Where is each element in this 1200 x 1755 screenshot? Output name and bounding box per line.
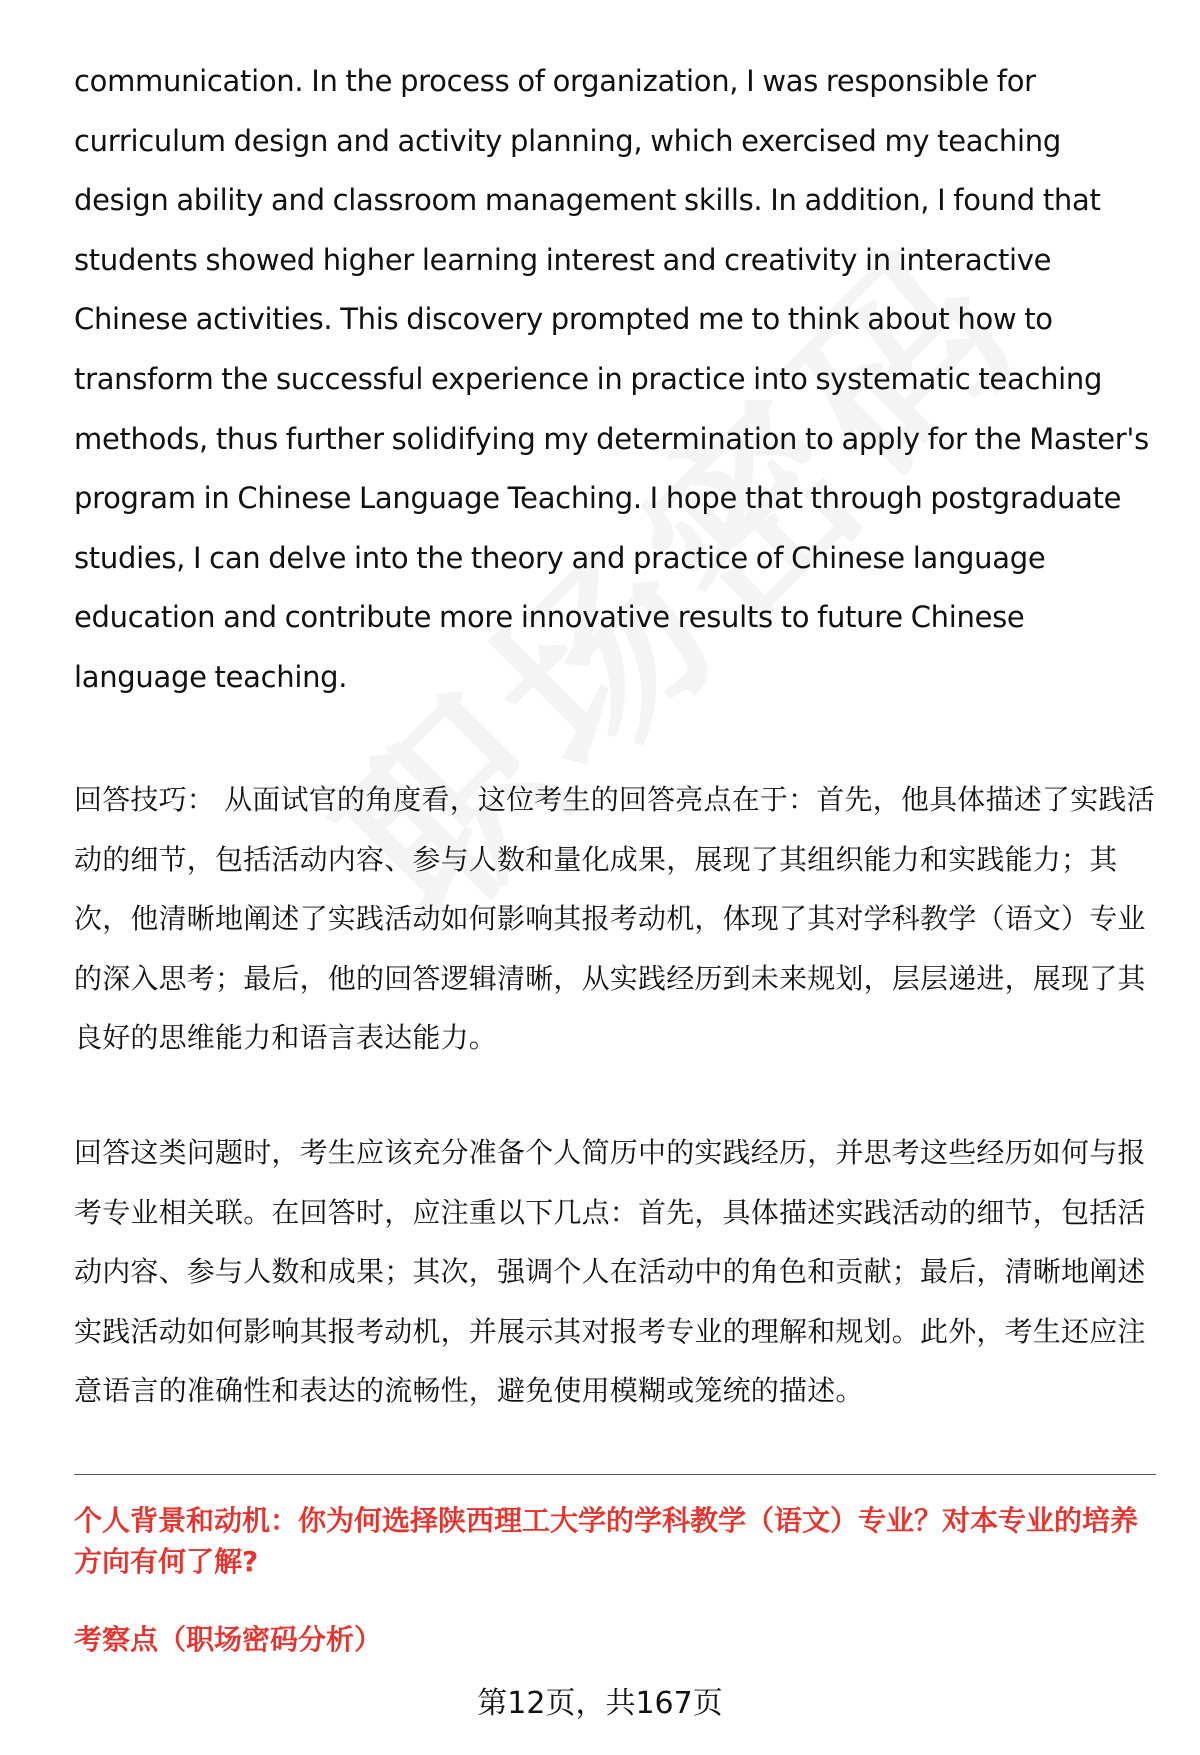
- page-number: 第12页，共167页: [477, 1686, 723, 1721]
- answer-tips-paragraph: 回答技巧： 从面试官的角度看，这位考生的回答亮点在于：首先，他具体描述了实践活动的细节，包括活动内容、参与人数和量化成果，展现了其组织能力和实践能力；其次，他清晰地阐述了实践活动如何影响其报考动机，体现了其对学科教学（语文）专业的深入思考；最后，他的回答逻辑清晰，从实践经历到未来规划，层层递进，展现了其良好的思维能力和语言表达能力。: [74, 783, 1155, 1054]
- answer-paragraph-english: communication. In the process of organization, I was responsible for curriculum design and activity planning, which exercised my teaching design ability and classroom management skills. In addition, I found that students showed higher learning interest and creativity in interactive Chinese activities. This discovery prompted me to think about how to transform the successful experience in practice into systematic teaching methods, thus further solidifying my determination to apply for the Master's program in Chinese Language Teaching. I hope that through postgraduate studies, I can delve into the theory and practice of Chinese language education and contribute more innovative results to future Chinese language teaching.: [74, 64, 1149, 694]
- section-divider: [74, 1474, 1156, 1475]
- question-heading: 个人背景和动机：你为何选择陕西理工大学的学科教学（语文）专业？对本专业的培养方向有何了解?: [74, 1504, 1139, 1578]
- answer-advice-paragraph: 回答这类问题时，考生应该充分准备个人简历中的实践经历，并思考这些经历如何与报考专业相关联。在回答时，应注重以下几点：首先，具体描述实践活动的细节，包括活动内容、参与人数和成果；其次，强调个人在活动中的角色和贡献；最后，清晰地阐述实践活动如何影响其报考动机，并展示其对报考专业的理解和规划。此外，考生还应注意语言的准确性和表达的流畅性，避免使用模糊或笼统的描述。: [74, 1136, 1146, 1407]
- assessment-point-heading: 考察点（职场密码分析）: [74, 1623, 383, 1656]
